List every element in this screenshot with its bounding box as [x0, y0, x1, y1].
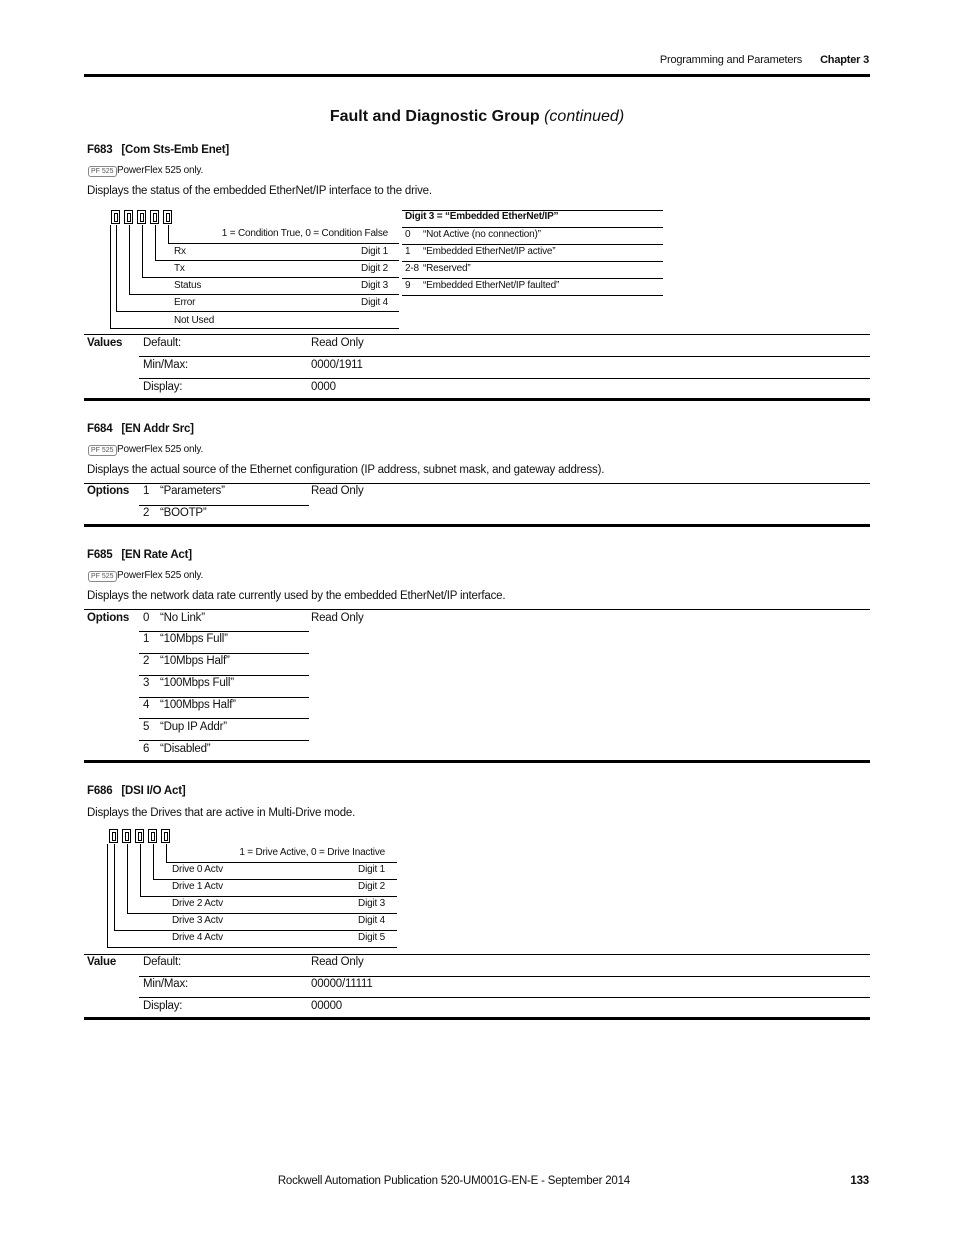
option-num: 5 — [143, 721, 150, 733]
digit-table-code: 1 — [405, 246, 411, 257]
option-text: “BOOTP” — [160, 507, 207, 519]
f686-row-label: Drive 4 Actv — [172, 932, 223, 943]
value-val: Read Only — [311, 337, 364, 349]
f686-row-digit: Digit 2 — [358, 881, 385, 892]
option-num: 2 — [143, 655, 150, 667]
f686-heading — [87, 785, 185, 797]
header-section: Programming and Parameters — [659, 54, 802, 66]
option-num: 1 — [143, 485, 150, 497]
f685-note: PowerFlex 525 only. — [117, 570, 204, 581]
digit-box — [163, 210, 172, 224]
f686-row-digit: Digit 3 — [358, 898, 385, 909]
value-key: Display: — [143, 1000, 183, 1012]
value-val: 00000 — [311, 1000, 342, 1012]
f683-values-label: Values — [87, 337, 123, 349]
value-val: 0000/1911 — [311, 359, 363, 371]
f683-id: F683 — [87, 144, 113, 156]
option-num: 2 — [143, 507, 150, 519]
option-text: “10Mbps Full” — [160, 633, 228, 645]
f685-options-label: Options — [87, 612, 130, 624]
header-rule — [84, 74, 870, 77]
f683-description: Displays the status of the embedded EtherNet/IP interface to the drive. — [87, 185, 432, 197]
value-key: Default: — [143, 956, 182, 968]
digit-box — [124, 210, 133, 224]
f683-row-label: Tx — [174, 263, 185, 274]
f685-description: Displays the network data rate currently used by the embedded EtherNet/IP interface. — [87, 590, 506, 602]
f683-row-label: Status — [174, 280, 202, 291]
f686-values-label: Value — [87, 956, 117, 968]
f686-description: Displays the Drives that are active in Multi-Drive mode. — [87, 807, 356, 819]
f683-row-digit: Digit 1 — [361, 246, 388, 257]
digit-box — [137, 210, 146, 224]
f686-row-label: Drive 2 Actv — [172, 898, 223, 909]
digit-table-text: “Reserved” — [423, 263, 471, 274]
f683-row-label: Not Used — [174, 315, 215, 326]
f684-pf525-tag: PF 525 — [88, 445, 117, 456]
f684-note: PowerFlex 525 only. — [117, 444, 204, 455]
f683-heading — [87, 144, 229, 156]
f684-name: [EN Addr Src] — [121, 423, 194, 435]
f686-row-label: Drive 0 Actv — [172, 864, 223, 875]
digit-box — [109, 829, 118, 843]
option-text: “100Mbps Full” — [160, 677, 234, 689]
value-key: Display: — [143, 381, 183, 393]
option-num: 1 — [143, 633, 150, 645]
f685-name: [EN Rate Act] — [121, 549, 192, 561]
digit-box — [111, 210, 120, 224]
f685-id: F685 — [87, 549, 113, 561]
footer-publication: Rockwell Automation Publication 520-UM001G-EN-E - September 2014 — [277, 1175, 630, 1187]
page-number: 133 — [850, 1175, 869, 1187]
f686-row-digit: Digit 4 — [358, 915, 385, 926]
option-text: “Dup IP Addr” — [160, 721, 227, 733]
value-val: Read Only — [311, 956, 364, 968]
option-text: “Parameters” — [160, 485, 225, 497]
f683-legend: 1 = Condition True, 0 = Condition False — [221, 228, 388, 239]
value-key: Default: — [143, 337, 182, 349]
digit-box — [122, 829, 131, 843]
f686-name: [DSI I/O Act] — [121, 785, 186, 797]
f685-pf525-tag: PF 525 — [88, 571, 117, 582]
page-title-suffix: (continued) — [544, 108, 625, 125]
option-text: “10Mbps Half” — [160, 655, 230, 667]
f686-id: F686 — [87, 785, 113, 797]
f683-name: [Com Sts-Emb Enet] — [121, 144, 229, 156]
page-title-main: Fault and Diagnostic Group — [329, 108, 540, 125]
digit-table-text: “Not Active (no connection)” — [423, 229, 541, 240]
f684-heading — [87, 423, 194, 435]
digit-box — [150, 210, 159, 224]
f684-access: Read Only — [311, 485, 364, 497]
f686-row-digit: Digit 1 — [358, 864, 385, 875]
digit-table-text: “Embedded EtherNet/IP faulted” — [423, 280, 560, 291]
value-val: 0000 — [311, 381, 336, 393]
f686-legend: 1 = Drive Active, 0 = Drive Inactive — [239, 847, 385, 858]
f685-heading — [87, 549, 192, 561]
digit-box — [148, 829, 157, 843]
f685-access: Read Only — [311, 612, 364, 624]
value-val: 00000/11111 — [311, 978, 373, 990]
f683-pf525-tag: PF 525 — [88, 166, 117, 177]
digit-table-title: Digit 3 = “Embedded EtherNet/IP” — [405, 211, 559, 222]
value-key: Min/Max: — [143, 359, 189, 371]
digit-table-text: “Embedded EtherNet/IP active” — [423, 246, 556, 257]
f683-row-digit: Digit 3 — [361, 280, 388, 291]
option-text: “100Mbps Half” — [160, 699, 236, 711]
option-num: 3 — [143, 677, 150, 689]
option-text: “No Link” — [160, 612, 205, 624]
value-key: Min/Max: — [143, 978, 189, 990]
digit-table-code: 2-8 — [405, 263, 419, 274]
f683-note: PowerFlex 525 only. — [117, 165, 204, 176]
f684-options-label: Options — [87, 485, 130, 497]
digit-box — [161, 829, 170, 843]
digit-table-code: 9 — [405, 280, 411, 291]
f686-row-digit: Digit 5 — [358, 932, 385, 943]
option-num: 4 — [143, 699, 150, 711]
f683-row-label: Error — [174, 297, 196, 308]
option-num: 6 — [143, 743, 150, 755]
f684-description: Displays the actual source of the Ethernet configuration (IP address, subnet mask, and gateway address). — [87, 464, 605, 476]
f683-row-label: Rx — [174, 246, 186, 257]
option-text: “Disabled” — [160, 743, 211, 755]
f686-row-label: Drive 3 Actv — [172, 915, 223, 926]
digit-box — [135, 829, 144, 843]
f686-row-label: Drive 1 Actv — [172, 881, 223, 892]
f683-row-digit: Digit 4 — [361, 297, 388, 308]
header-chapter: Chapter 3 — [820, 54, 869, 66]
page-title — [0, 108, 954, 126]
f684-id: F684 — [87, 423, 113, 435]
digit-table-code: 0 — [405, 229, 411, 240]
f683-row-digit: Digit 2 — [361, 263, 388, 274]
option-num: 0 — [143, 612, 150, 624]
